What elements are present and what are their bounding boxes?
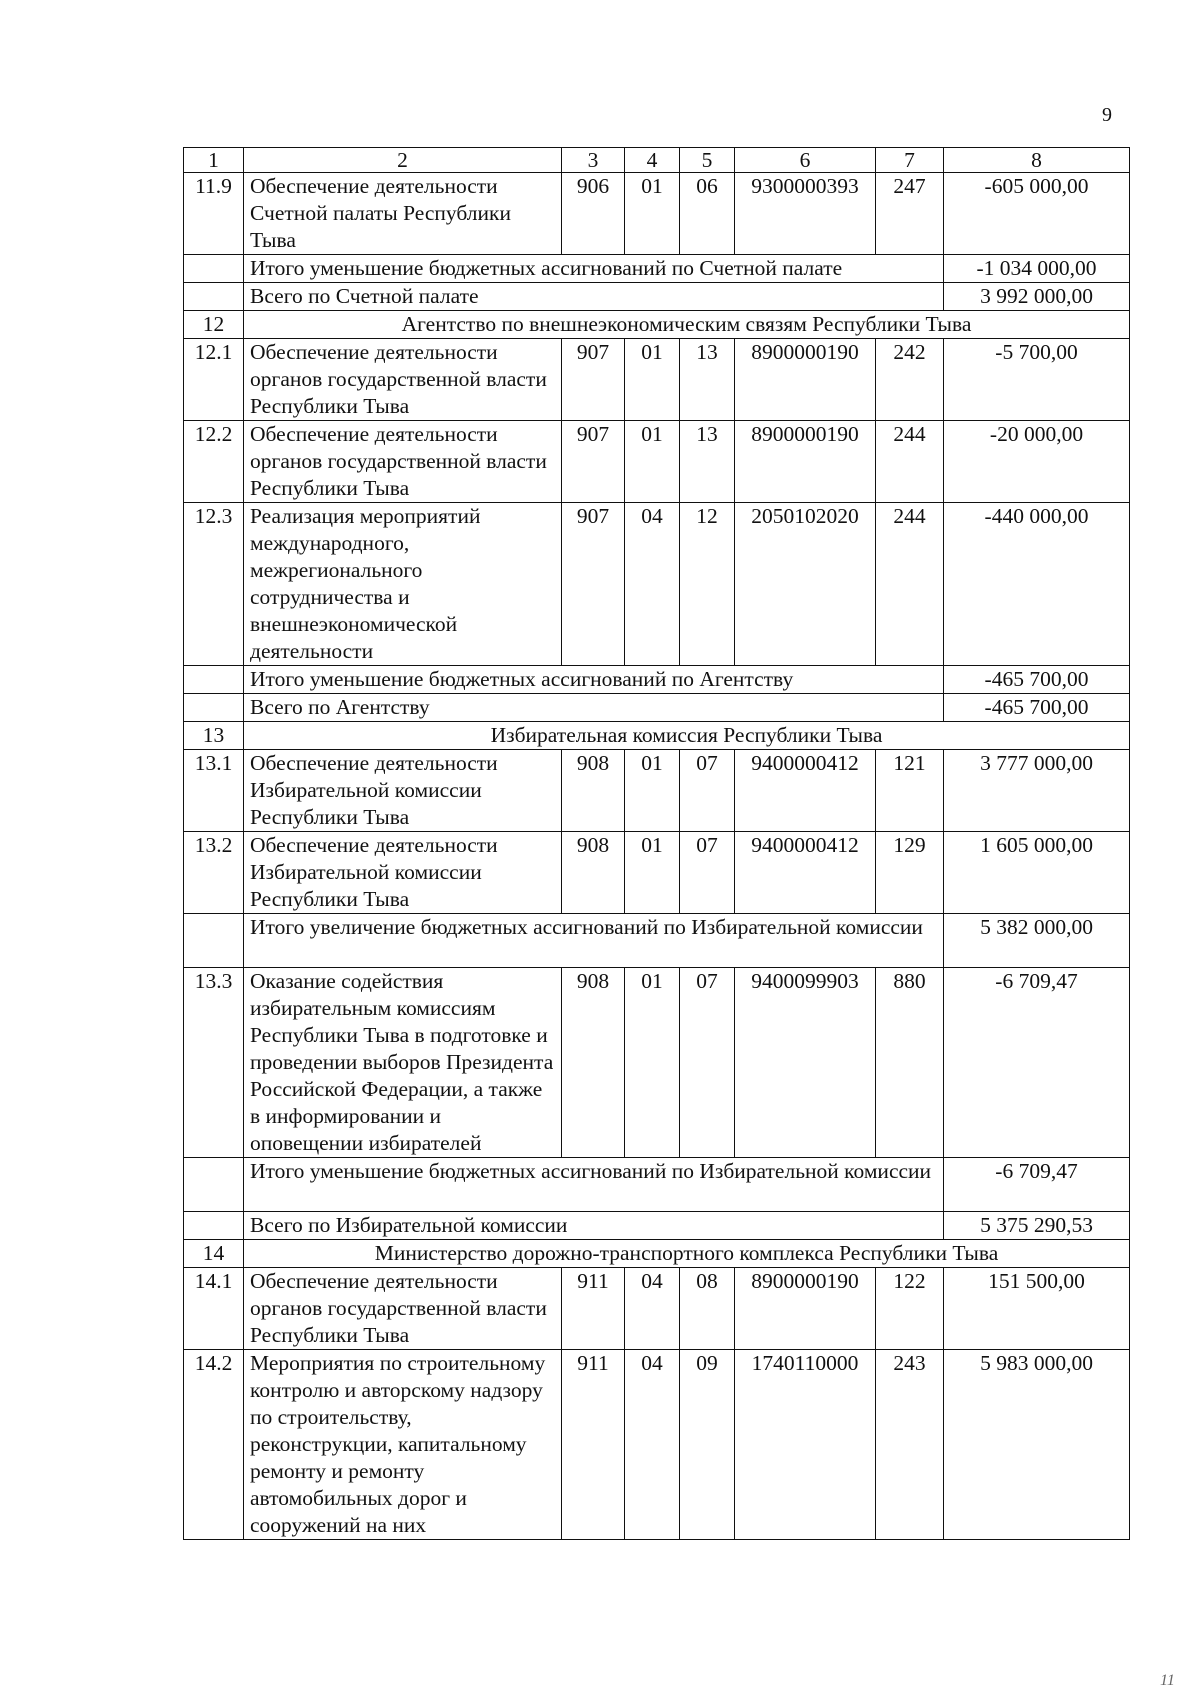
code-target: 9400099903 [735, 968, 876, 1158]
code-subsection: 13 [680, 421, 735, 503]
row-number: 13.1 [184, 750, 244, 832]
row-number: 12.3 [184, 503, 244, 666]
empty-number-cell [184, 694, 244, 722]
code-target: 2050102020 [735, 503, 876, 666]
total-amount: 5 375 290,53 [944, 1212, 1130, 1240]
empty-number-cell [184, 914, 244, 968]
row-number: 14.1 [184, 1268, 244, 1350]
section-number: 14 [184, 1240, 244, 1268]
code-expense-type: 243 [876, 1350, 944, 1540]
code-expense-type: 244 [876, 503, 944, 666]
code-expense-type: 122 [876, 1268, 944, 1350]
item-row [184, 1350, 1130, 1540]
amount: 5 983 000,00 [944, 1350, 1130, 1540]
total-label: Всего по Избирательной комиссии [244, 1212, 944, 1240]
item-name: Обеспечение деятельности Избирательной комиссии Республики Тыва [244, 832, 562, 914]
item-row [184, 421, 1130, 503]
code-section: 01 [625, 173, 680, 255]
code-expense-type: 247 [876, 173, 944, 255]
code-section: 01 [625, 421, 680, 503]
total-label: Всего по Агентству [244, 694, 944, 722]
code-target: 8900000190 [735, 1268, 876, 1350]
row-number: 12.2 [184, 421, 244, 503]
total-row [184, 283, 1130, 311]
row-number: 11.9 [184, 173, 244, 255]
header-cell: 3 [562, 148, 625, 173]
item-row [184, 832, 1130, 914]
code-expense-type: 129 [876, 832, 944, 914]
code-ministry: 907 [562, 503, 625, 666]
item-row [184, 968, 1130, 1158]
header-cell: 8 [944, 148, 1130, 173]
item-row [184, 173, 1130, 255]
section-number: 12 [184, 311, 244, 339]
item-name: Обеспечение деятельности органов государственной власти Республики Тыва [244, 1268, 562, 1350]
code-subsection: 07 [680, 750, 735, 832]
code-subsection: 13 [680, 339, 735, 421]
code-expense-type: 121 [876, 750, 944, 832]
amount: -6 709,47 [944, 968, 1130, 1158]
total-label: Итого уменьшение бюджетных ассигнований по Счетной палате [244, 255, 944, 283]
header-cell: 2 [244, 148, 562, 173]
amount: -605 000,00 [944, 173, 1130, 255]
amount: -20 000,00 [944, 421, 1130, 503]
corner-mark: 11 [1160, 1672, 1175, 1689]
row-number: 13.3 [184, 968, 244, 1158]
amount: -440 000,00 [944, 503, 1130, 666]
item-name: Обеспечение деятельности органов государственной власти Республики Тыва [244, 421, 562, 503]
item-row [184, 339, 1130, 421]
item-row [184, 750, 1130, 832]
row-number: 14.2 [184, 1350, 244, 1540]
amount: 1 605 000,00 [944, 832, 1130, 914]
code-expense-type: 880 [876, 968, 944, 1158]
code-ministry: 908 [562, 750, 625, 832]
code-section: 04 [625, 503, 680, 666]
empty-number-cell [184, 1158, 244, 1212]
amount: -5 700,00 [944, 339, 1130, 421]
item-name: Оказание содействия избирательным комиссиям Республики Тыва в подготовке и проведении выборов Президента Российской Федерации, а также в информировании и оповещении избирателей [244, 968, 562, 1158]
empty-number-cell [184, 255, 244, 283]
item-name: Обеспечение деятельности органов государственной власти Республики Тыва [244, 339, 562, 421]
code-target: 9400000412 [735, 832, 876, 914]
code-section: 01 [625, 832, 680, 914]
code-ministry: 911 [562, 1350, 625, 1540]
header-cell: 5 [680, 148, 735, 173]
code-section: 01 [625, 968, 680, 1158]
total-row [184, 694, 1130, 722]
code-target: 9400000412 [735, 750, 876, 832]
section-row [184, 1240, 1130, 1268]
section-title: Агентство по внешнеэкономическим связям Республики Тыва [244, 311, 1130, 339]
code-section: 01 [625, 750, 680, 832]
total-row [184, 1212, 1130, 1240]
amount: 151 500,00 [944, 1268, 1130, 1350]
row-number: 13.2 [184, 832, 244, 914]
total-row [184, 666, 1130, 694]
item-row [184, 1268, 1130, 1350]
code-expense-type: 242 [876, 339, 944, 421]
code-target: 8900000190 [735, 421, 876, 503]
code-ministry: 906 [562, 173, 625, 255]
total-amount: -465 700,00 [944, 694, 1130, 722]
code-ministry: 907 [562, 421, 625, 503]
code-ministry: 908 [562, 832, 625, 914]
header-row [184, 148, 1130, 173]
total-row [184, 1158, 1130, 1212]
empty-number-cell [184, 666, 244, 694]
item-name: Обеспечение деятельности Счетной палаты Республики Тыва [244, 173, 562, 255]
item-row [184, 503, 1130, 666]
code-ministry: 911 [562, 1268, 625, 1350]
code-subsection: 12 [680, 503, 735, 666]
header-cell: 1 [184, 148, 244, 173]
code-subsection: 09 [680, 1350, 735, 1540]
total-label: Итого уменьшение бюджетных ассигнований по Избирательной комиссии [244, 1158, 944, 1212]
empty-number-cell [184, 283, 244, 311]
total-row [184, 255, 1130, 283]
item-name: Мероприятия по строительному контролю и авторскому надзору по строительству, реконструкции, капитальному ремонту и ремонту автомобильных дорог и сооружений на них [244, 1350, 562, 1540]
section-title: Министерство дорожно-транспортного комплекса Республики Тыва [244, 1240, 1130, 1268]
section-number: 13 [184, 722, 244, 750]
header-cell: 6 [735, 148, 876, 173]
total-amount: -6 709,47 [944, 1158, 1130, 1212]
code-section: 04 [625, 1350, 680, 1540]
row-number: 12.1 [184, 339, 244, 421]
total-amount: 3 992 000,00 [944, 283, 1130, 311]
code-section: 01 [625, 339, 680, 421]
total-amount: 5 382 000,00 [944, 914, 1130, 968]
header-cell: 4 [625, 148, 680, 173]
code-target: 1740110000 [735, 1350, 876, 1540]
code-target: 9300000393 [735, 173, 876, 255]
code-expense-type: 244 [876, 421, 944, 503]
code-subsection: 06 [680, 173, 735, 255]
page-number: 9 [1102, 104, 1112, 126]
header-cell: 7 [876, 148, 944, 173]
budget-table [183, 147, 1130, 1540]
total-label: Всего по Счетной палате [244, 283, 944, 311]
total-label: Итого увеличение бюджетных ассигнований по Избирательной комиссии [244, 914, 944, 968]
code-section: 04 [625, 1268, 680, 1350]
code-subsection: 07 [680, 968, 735, 1158]
code-subsection: 08 [680, 1268, 735, 1350]
total-row [184, 914, 1130, 968]
total-amount: -465 700,00 [944, 666, 1130, 694]
total-amount: -1 034 000,00 [944, 255, 1130, 283]
total-label: Итого уменьшение бюджетных ассигнований по Агентству [244, 666, 944, 694]
code-ministry: 907 [562, 339, 625, 421]
amount: 3 777 000,00 [944, 750, 1130, 832]
code-target: 8900000190 [735, 339, 876, 421]
item-name: Реализация мероприятий международного, межрегионального сотрудничества и внешнеэкономической деятельности [244, 503, 562, 666]
section-row [184, 722, 1130, 750]
section-row [184, 311, 1130, 339]
section-title: Избирательная комиссия Республики Тыва [244, 722, 1130, 750]
empty-number-cell [184, 1212, 244, 1240]
code-subsection: 07 [680, 832, 735, 914]
item-name: Обеспечение деятельности Избирательной комиссии Республики Тыва [244, 750, 562, 832]
code-ministry: 908 [562, 968, 625, 1158]
